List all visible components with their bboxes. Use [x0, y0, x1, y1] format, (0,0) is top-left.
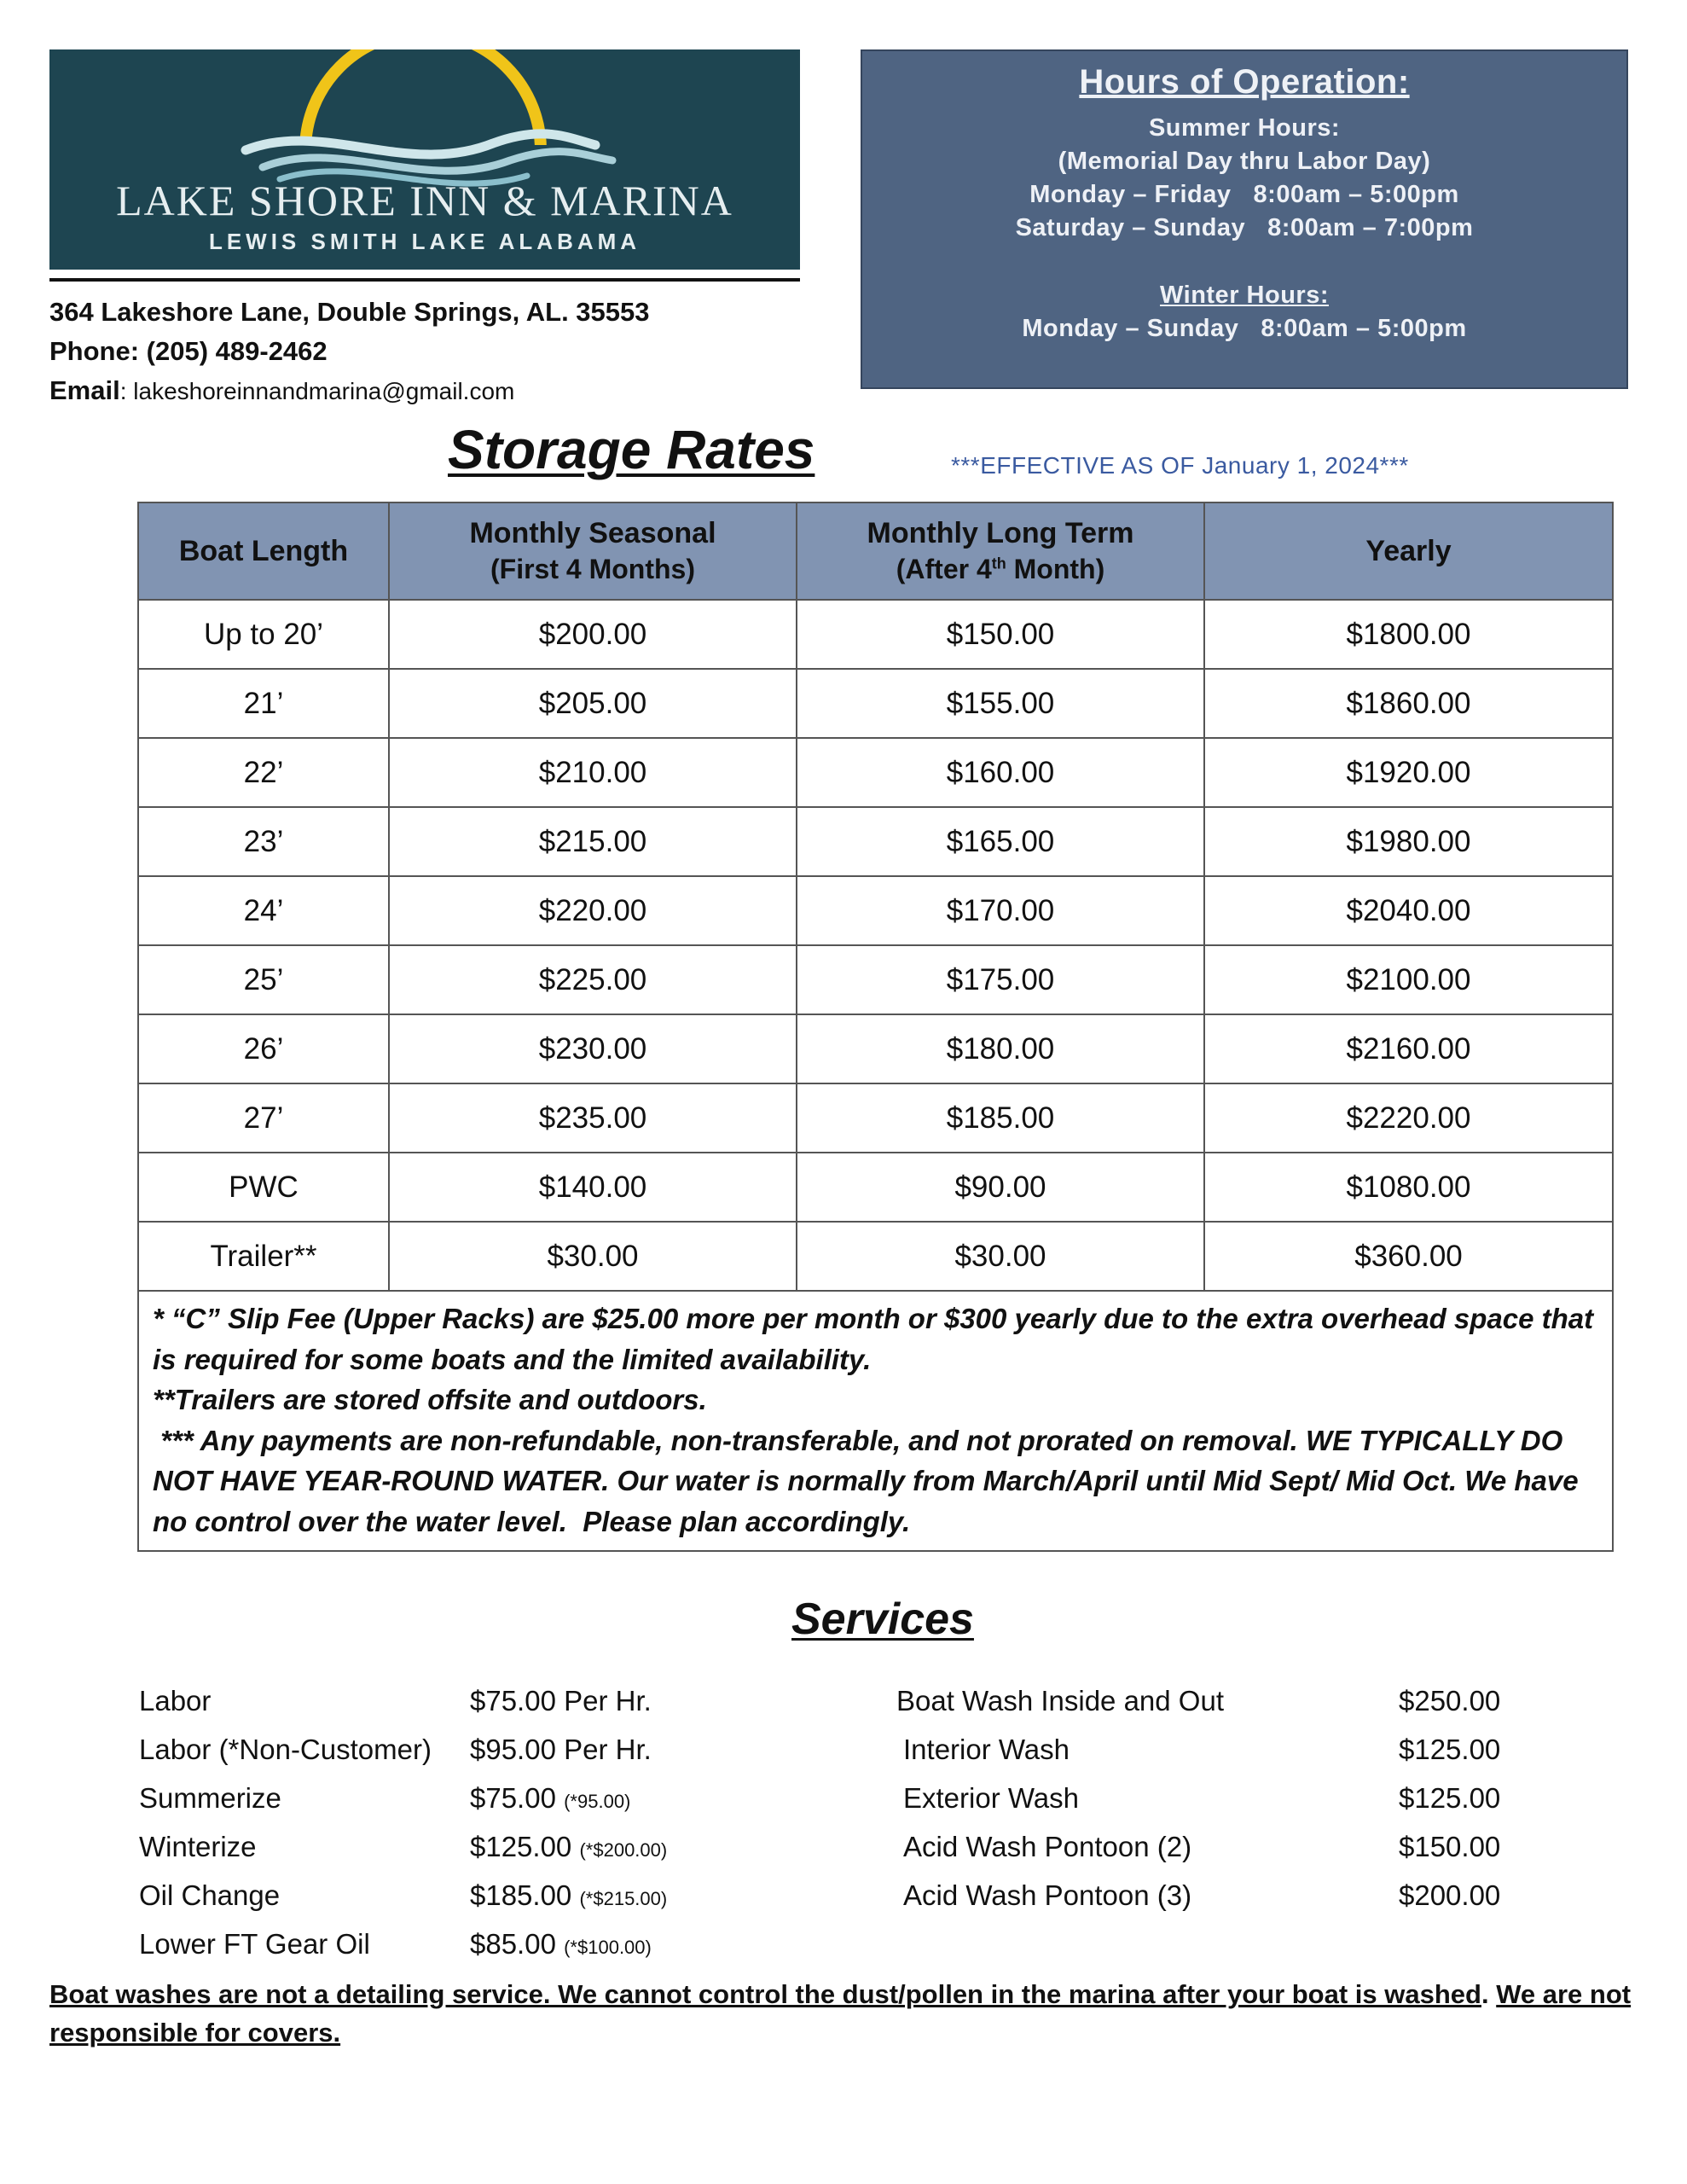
table-row — [138, 1153, 1613, 1222]
longterm-sub-b: Month) — [1006, 554, 1105, 585]
cell-monthly-long-term: $150.00 — [797, 600, 1204, 669]
note-payments: *** Any payments are non-refundable, non-transferable, and not prorated on removal. WE TYPICALLY DO NOT HAVE YEAR-ROUND WATER. Our water is normally from March/April until Mid Sept/ Mid Oct. We have no control over the water level. Please plan accordingly. — [153, 1424, 1586, 1537]
storage-rates-title: Storage Rates — [448, 419, 815, 480]
cell-monthly-long-term: $155.00 — [797, 669, 1204, 738]
table-notes — [138, 1291, 1613, 1551]
service-name: Boat Wash Inside and Out — [896, 1685, 1224, 1716]
cell-yearly: $2160.00 — [1204, 1014, 1613, 1083]
weekday-days: Monday – Friday — [1029, 181, 1232, 208]
cell-monthly-seasonal: $215.00 — [389, 807, 797, 876]
service-price-value: $75.00 — [470, 1782, 556, 1814]
cell-monthly-seasonal: $230.00 — [389, 1014, 797, 1083]
disclaimer — [49, 1976, 1636, 2053]
logo-subtitle: LEWIS SMITH LAKE ALABAMA — [208, 229, 641, 254]
cell-monthly-long-term: $175.00 — [797, 945, 1204, 1014]
disclaimer-part2: We are not responsible for covers. — [49, 1979, 1632, 2048]
cell-boat-length: 27’ — [138, 1083, 389, 1153]
longterm-sub — [797, 552, 1203, 588]
cell-monthly-seasonal: $210.00 — [389, 738, 797, 807]
service-price — [470, 1734, 652, 1766]
service-name: Summerize — [139, 1782, 281, 1814]
weekend-time: 8:00am – 7:00pm — [1267, 214, 1474, 241]
service-price — [470, 1782, 630, 1815]
winter-days: Monday – Sunday — [1022, 315, 1239, 342]
table-row — [138, 945, 1613, 1014]
cell-monthly-seasonal: $200.00 — [389, 600, 797, 669]
disclaimer-part1: Boat washes are not a detailing service. We cannot control the dust/pollen in the marina after your boat is washed — [49, 1979, 1481, 2009]
summer-period: (Memorial Day thru Labor Day) — [1058, 148, 1431, 175]
service-price: $200.00 — [1399, 1879, 1501, 1911]
address: 364 Lakeshore Lane, Double Springs, AL. 35553 — [49, 297, 650, 327]
cell-boat-length: Up to 20’ — [138, 600, 389, 669]
weekday-time: 8:00am – 5:00pm — [1253, 181, 1459, 208]
cell-monthly-seasonal: $205.00 — [389, 669, 797, 738]
table-row — [138, 738, 1613, 807]
cell-monthly-seasonal: $140.00 — [389, 1153, 797, 1222]
service-price-value: $95.00 Per Hr. — [470, 1734, 652, 1765]
logo-title: LAKE SHORE INN & MARINA — [116, 177, 733, 224]
header-monthly-seasonal — [389, 502, 797, 600]
hours-title: Hours of Operation: — [1079, 63, 1410, 101]
longterm-sub-a: (After 4 — [896, 554, 992, 585]
note-c-slip: * “C” Slip Fee (Upper Racks) are $25.00 more per month or $300 yearly due to the extra overhead space that is required for some boats and the limited availability. — [153, 1303, 1594, 1375]
table-row — [138, 807, 1613, 876]
longterm-sub-sup: th — [991, 555, 1006, 572]
cell-boat-length: PWC — [138, 1153, 389, 1222]
service-price-value: $75.00 Per Hr. — [470, 1685, 652, 1716]
cell-boat-length: 25’ — [138, 945, 389, 1014]
service-price — [470, 1831, 667, 1863]
cell-boat-length: 22’ — [138, 738, 389, 807]
cell-yearly: $2220.00 — [1204, 1083, 1613, 1153]
disclaimer-sep: . — [1481, 1979, 1497, 2009]
header-yearly: Yearly — [1204, 502, 1613, 600]
service-name: Winterize — [139, 1831, 257, 1862]
cell-monthly-long-term: $170.00 — [797, 876, 1204, 945]
cell-boat-length: Trailer** — [138, 1222, 389, 1291]
cell-monthly-long-term: $165.00 — [797, 807, 1204, 876]
cell-yearly: $2040.00 — [1204, 876, 1613, 945]
service-name: Acid Wash Pontoon (3) — [903, 1879, 1192, 1911]
cell-monthly-seasonal: $225.00 — [389, 945, 797, 1014]
service-non-customer-price: (*$215.00) — [579, 1888, 668, 1909]
service-price: $250.00 — [1399, 1685, 1501, 1716]
cell-monthly-seasonal: $235.00 — [389, 1083, 797, 1153]
table-header-row — [138, 502, 1613, 600]
service-non-customer-price: (*95.00) — [564, 1791, 631, 1812]
cell-monthly-long-term: $90.00 — [797, 1153, 1204, 1222]
service-non-customer-price: (*$200.00) — [579, 1839, 668, 1861]
service-name: Interior Wash — [903, 1734, 1070, 1765]
table-row — [138, 1222, 1613, 1291]
service-name: Lower FT Gear Oil — [139, 1928, 370, 1960]
notes-row — [138, 1291, 1613, 1551]
phone: Phone: (205) 489-2462 — [49, 336, 328, 366]
cell-monthly-seasonal: $30.00 — [389, 1222, 797, 1291]
cell-yearly: $1800.00 — [1204, 600, 1613, 669]
services-title: Services — [791, 1594, 974, 1644]
storage-rates-table — [137, 502, 1614, 1552]
service-name: Acid Wash Pontoon (2) — [903, 1831, 1192, 1862]
seasonal-sub: (First 4 Months) — [490, 554, 695, 585]
cell-yearly: $1860.00 — [1204, 669, 1613, 738]
winter-hours — [862, 315, 1626, 343]
service-price: $125.00 — [1399, 1782, 1501, 1814]
longterm-label: Monthly Long Term — [867, 517, 1134, 550]
email-label: Email — [49, 375, 120, 405]
table-row — [138, 1083, 1613, 1153]
service-price — [470, 1685, 652, 1717]
marina-logo — [49, 49, 800, 270]
service-price-value: $185.00 — [470, 1879, 572, 1911]
hours-of-operation-box — [861, 49, 1628, 389]
service-price — [470, 1928, 652, 1960]
summer-weekend-hours — [862, 214, 1626, 242]
service-price: $150.00 — [1399, 1831, 1501, 1862]
effective-date: ***EFFECTIVE AS OF January 1, 2024*** — [951, 452, 1409, 479]
cell-monthly-long-term: $160.00 — [797, 738, 1204, 807]
service-price: $125.00 — [1399, 1734, 1501, 1765]
cell-yearly: $1080.00 — [1204, 1153, 1613, 1222]
summer-weekday-hours — [862, 181, 1626, 209]
service-non-customer-price: (*$100.00) — [564, 1937, 652, 1958]
table-row — [138, 669, 1613, 738]
service-name: Oil Change — [139, 1879, 281, 1911]
cell-boat-length: 26’ — [138, 1014, 389, 1083]
winter-time: 8:00am – 5:00pm — [1261, 315, 1467, 342]
header-boat-length: Boat Length — [138, 502, 389, 600]
service-price — [470, 1879, 667, 1912]
cell-monthly-long-term: $180.00 — [797, 1014, 1204, 1083]
email-line — [49, 375, 514, 406]
logo-divider — [49, 278, 800, 282]
service-price-value: $125.00 — [470, 1831, 572, 1862]
service-name: Labor (*Non-Customer) — [139, 1734, 432, 1765]
service-price-value: $85.00 — [470, 1928, 556, 1960]
table-row — [138, 600, 1613, 669]
cell-boat-length: 21’ — [138, 669, 389, 738]
table-row — [138, 1014, 1613, 1083]
cell-yearly: $1920.00 — [1204, 738, 1613, 807]
weekend-days: Saturday – Sunday — [1015, 214, 1246, 241]
summer-hours-label: Summer Hours: — [1148, 114, 1341, 142]
winter-hours-label: Winter Hours: — [1160, 282, 1329, 309]
cell-monthly-long-term: $185.00 — [797, 1083, 1204, 1153]
cell-yearly: $2100.00 — [1204, 945, 1613, 1014]
table-row — [138, 876, 1613, 945]
service-name: Labor — [139, 1685, 212, 1716]
note-trailers: **Trailers are stored offsite and outdoors. — [153, 1384, 707, 1416]
cell-monthly-seasonal: $220.00 — [389, 876, 797, 945]
email-address[interactable]: : lakeshoreinnandmarina@gmail.com — [119, 378, 515, 404]
service-name: Exterior Wash — [903, 1782, 1079, 1814]
seasonal-label: Monthly Seasonal — [469, 517, 716, 550]
cell-boat-length: 24’ — [138, 876, 389, 945]
cell-yearly: $1980.00 — [1204, 807, 1613, 876]
cell-yearly: $360.00 — [1204, 1222, 1613, 1291]
cell-boat-length: 23’ — [138, 807, 389, 876]
cell-monthly-long-term: $30.00 — [797, 1222, 1204, 1291]
header-monthly-long-term — [797, 502, 1204, 600]
